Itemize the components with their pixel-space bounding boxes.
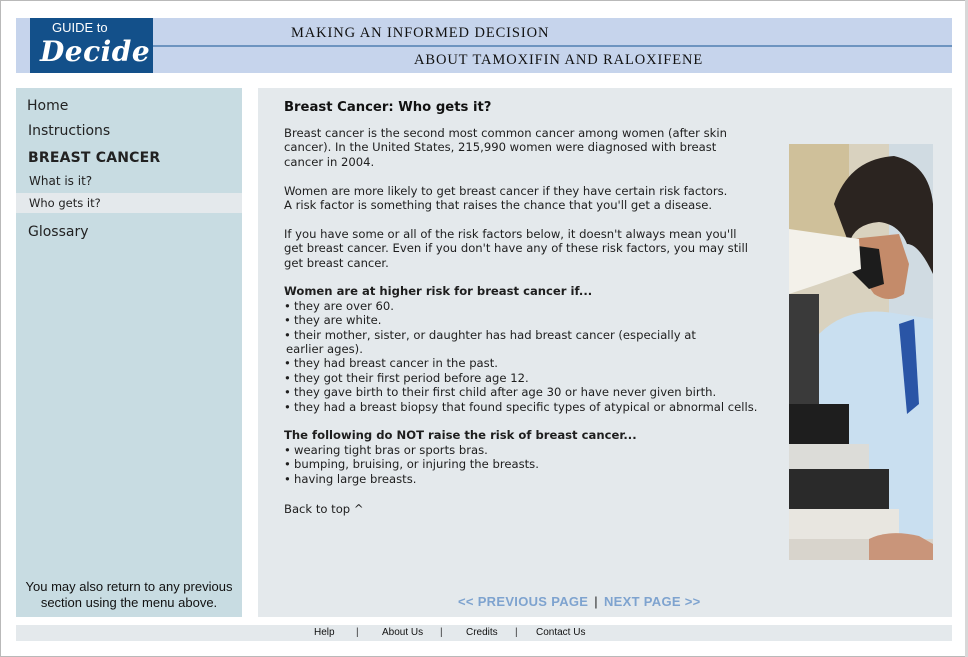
list-item: • they got their first period before age 12. <box>284 371 784 385</box>
list-item <box>284 328 784 357</box>
list-item-text: their mother, sister, or daughter has had breast cancer (especially at <box>294 327 696 342</box>
higher-risk-list <box>284 299 784 414</box>
intro-paragraph <box>284 126 784 169</box>
previous-page-link[interactable]: << PREVIOUS PAGE <box>458 594 589 609</box>
sidebar-nav <box>16 88 242 617</box>
text-line: cancer). In the United States, 215,990 women were diagnosed with breast <box>284 140 717 155</box>
disclaimer-paragraph <box>284 227 784 270</box>
text-line: cancer in 2004. <box>284 154 375 169</box>
footer-link-about-us[interactable]: About Us <box>382 627 424 638</box>
photo-illustration <box>789 144 933 560</box>
header-divider <box>153 45 952 47</box>
footer-link-contact-us[interactable]: Contact Us <box>536 627 586 638</box>
list-item: • they are white. <box>284 313 784 327</box>
sidebar-item-breast-cancer[interactable]: BREAST CANCER <box>28 150 161 166</box>
header-title-line1: MAKING AN INFORMED DECISION <box>291 25 550 41</box>
header-title-line2: ABOUT TAMOXIFIN AND RALOXIFENE <box>414 52 704 68</box>
footer-separator: | <box>356 627 359 638</box>
list-item: • having large breasts. <box>284 472 784 486</box>
higher-risk-heading: Women are at higher risk for breast cancer if... <box>284 284 593 299</box>
list-item: • they are over 60. <box>284 299 784 313</box>
text-line: If you have some or all of the risk factors below, it doesn't always mean you'll <box>284 226 737 241</box>
guide-to-decide-logo[interactable] <box>30 18 153 73</box>
main-content <box>258 88 952 617</box>
footer-link-help[interactable]: Help <box>314 627 335 638</box>
pagination <box>458 594 778 610</box>
text-line: Breast cancer is the second most common cancer among women (after skin <box>284 126 727 140</box>
footer-nav <box>16 625 952 641</box>
sidebar-item-home[interactable]: Home <box>27 98 69 114</box>
page-title: Breast Cancer: Who gets it? <box>284 100 492 115</box>
next-page-link[interactable]: NEXT PAGE >> <box>603 594 701 609</box>
doctor-microscope-photo <box>789 144 933 560</box>
list-item: • they had breast cancer in the past. <box>284 356 784 370</box>
list-item: • wearing tight bras or sports bras. <box>284 443 784 457</box>
footer-separator: | <box>515 627 518 638</box>
site-header <box>16 18 952 73</box>
sidebar-item-what-is-it[interactable]: What is it? <box>29 174 93 188</box>
sidebar-item-who-gets-it[interactable] <box>16 193 242 213</box>
sidebar-item-glossary[interactable]: Glossary <box>28 224 89 240</box>
logo-small-text: GUIDE to <box>52 20 108 35</box>
footer-separator: | <box>440 627 443 638</box>
footer-link-credits[interactable]: Credits <box>466 627 498 638</box>
sidebar-note-line1: You may also return to any previous <box>25 579 233 594</box>
list-item-continuation: earlier ages). <box>286 342 363 357</box>
list-item: • they gave birth to their first child after age 30 or have never given birth. <box>284 385 784 399</box>
not-risk-list <box>284 443 784 486</box>
text-line: get breast cancer. Even if you don't have any of these risk factors, you may still <box>284 241 748 256</box>
pager-separator: | <box>594 594 598 609</box>
article <box>284 100 784 517</box>
sidebar-note <box>16 579 242 611</box>
not-risk-heading: The following do NOT raise the risk of breast cancer... <box>284 428 637 443</box>
sidebar-item-label: Who gets it? <box>29 196 101 210</box>
text-line: get breast cancer. <box>284 255 389 270</box>
sidebar-item-instructions[interactable]: Instructions <box>28 123 111 139</box>
text-line: Women are more likely to get breast cancer if they have certain risk factors. <box>284 183 728 198</box>
logo-big-text: Decide <box>40 35 151 68</box>
list-item: • bumping, bruising, or injuring the breasts. <box>284 457 784 471</box>
text-line: A risk factor is something that raises the chance that you'll get a disease. <box>284 198 713 213</box>
sidebar-note-line2: section using the menu above. <box>40 595 218 610</box>
back-to-top-link[interactable]: Back to top ^ <box>284 502 364 517</box>
risk-factor-paragraph <box>284 184 784 213</box>
logo-text-stack <box>40 21 150 69</box>
list-item: • they had a breast biopsy that found specific types of atypical or abnormal cells. <box>284 400 784 414</box>
